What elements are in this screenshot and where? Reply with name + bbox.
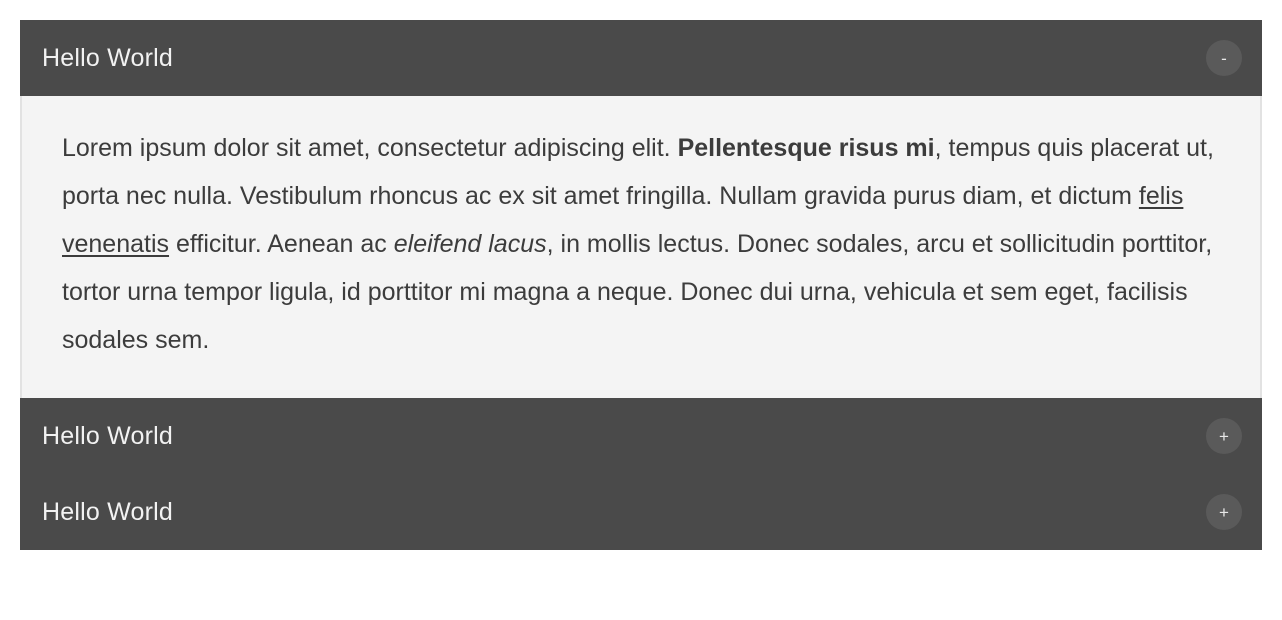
accordion (20, 20, 1262, 550)
accordion-panel-1 (20, 20, 1262, 398)
body-italic-text: eleifend lacus (393, 230, 547, 258)
accordion-title-3: Hello World (42, 497, 173, 526)
collapse-toggle-icon[interactable]: - (1206, 40, 1242, 76)
expand-toggle-icon[interactable]: + (1206, 494, 1242, 530)
body-bold-text: Pellentesque risus mi (677, 134, 935, 162)
accordion-header-1[interactable] (20, 20, 1262, 96)
body-mid-text-2: efficitur. Aenean ac (169, 230, 394, 258)
accordion-body-text-1 (62, 124, 1226, 364)
accordion-header-3[interactable] (20, 474, 1262, 550)
body-mid-text-1: , tempus quis placerat ut, porta nec nulla. Vestibulum rhoncus ac ex sit amet fringilla. Nullam gravida purus diam, et dictum (62, 134, 1214, 210)
accordion-title-1: Hello World (42, 43, 173, 72)
body-tail-text: , in mollis lectus. Donec sodales, arcu et sollicitudin porttitor, tortor urna tempor ligula, id porttitor mi magna a neque. Donec dui urna, vehicula et sem eget, facilisis sodales sem. (62, 230, 1213, 354)
body-lead-text: Lorem ipsum dolor sit amet, consectetur adipiscing elit. (62, 134, 678, 162)
expand-toggle-icon[interactable]: + (1206, 418, 1242, 454)
accordion-header-2[interactable] (20, 398, 1262, 474)
accordion-title-2: Hello World (42, 421, 173, 450)
body-underline-text: felis venenatis (62, 182, 1184, 258)
accordion-body-1 (20, 96, 1262, 398)
accordion-panel-2 (20, 398, 1262, 474)
accordion-panel-3 (20, 474, 1262, 550)
